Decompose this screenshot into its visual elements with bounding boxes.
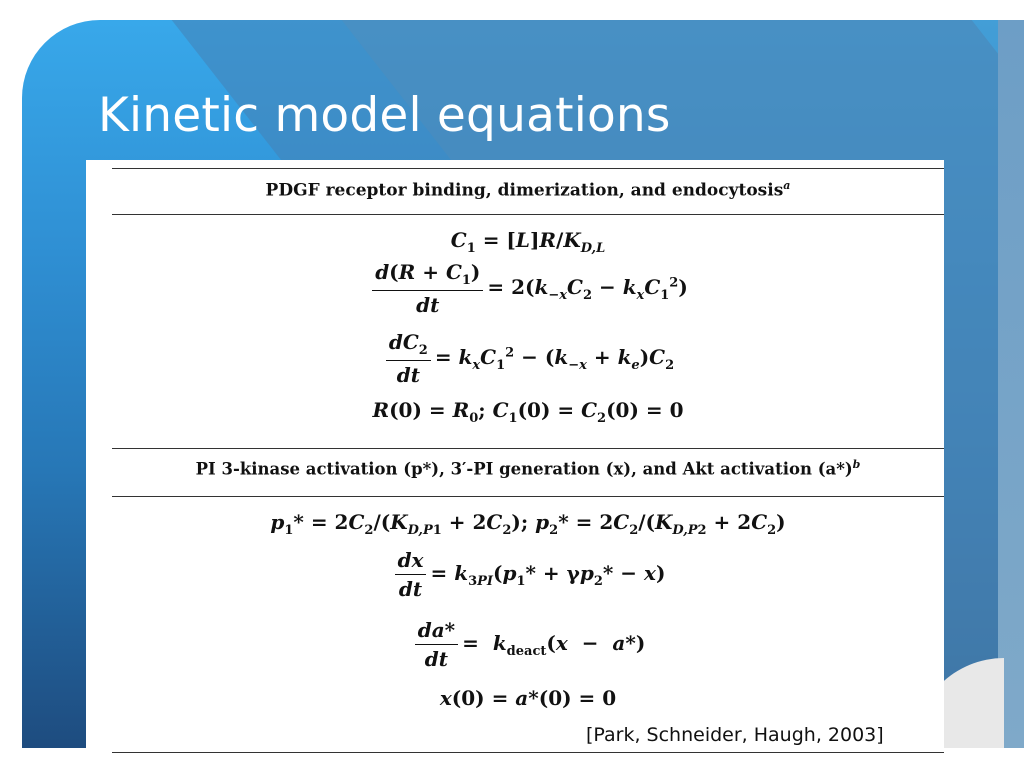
equation-table <box>86 160 944 754</box>
equation-initial-conditions-akt: x(0) = a*(0) = 0 <box>439 686 617 710</box>
footnote-marker: a <box>783 179 791 192</box>
equation-3pi-generation: $\frac{dx}{dt}$ = $k_{3PI}(p_1* + \gamma p_2* - x)$ <box>112 548 944 601</box>
equation-initial-conditions-receptor: $R(0) = R_0$; $C_1(0) = C_2(0) = 0$ <box>372 398 684 426</box>
table-rule <box>112 214 944 215</box>
section-header-receptor <box>112 179 944 201</box>
footnote-marker: b <box>852 458 861 471</box>
equation-akt-activation: $\frac{da*}{dt}$ = $k_{deact}(x - a*)$ <box>112 618 944 671</box>
equation-dimer-rate: $\frac{dC_2}{dt}$ = $k_xC_1^2 - (k_{-x} + k_e)C_2$ <box>112 330 944 387</box>
background-edge <box>998 20 1024 748</box>
table-rule <box>112 168 944 169</box>
equation-pi3k-activation: $p_1* = 2C_2/(K_{D,P1} + 2C_2)$; $p_2* = 2C_2/(K_{D,P2} + 2C_2)$ <box>270 510 786 538</box>
slide-title: Kinetic model equations <box>98 88 671 143</box>
citation: [Park, Schneider, Haugh, 2003] <box>586 724 884 746</box>
table-rule <box>112 752 944 753</box>
equation-receptor-balance: $\frac{d(R + C_1)}{dt}$ = $2(k_{-x}C_2 - k_xC_1^2)$ <box>112 260 944 317</box>
section-header-text: PDGF receptor binding, dimerization, and endocytosis <box>265 180 784 201</box>
table-rule <box>112 448 944 449</box>
table-rule <box>112 496 944 497</box>
section-header-text: PI 3-kinase activation (p*), 3′-PI generation (x), and Akt activation (a*) <box>195 459 853 479</box>
equation-c1: $C_1 = [L]R/K_{D,L}$ <box>450 228 606 256</box>
section-header-pi3k <box>112 458 944 479</box>
